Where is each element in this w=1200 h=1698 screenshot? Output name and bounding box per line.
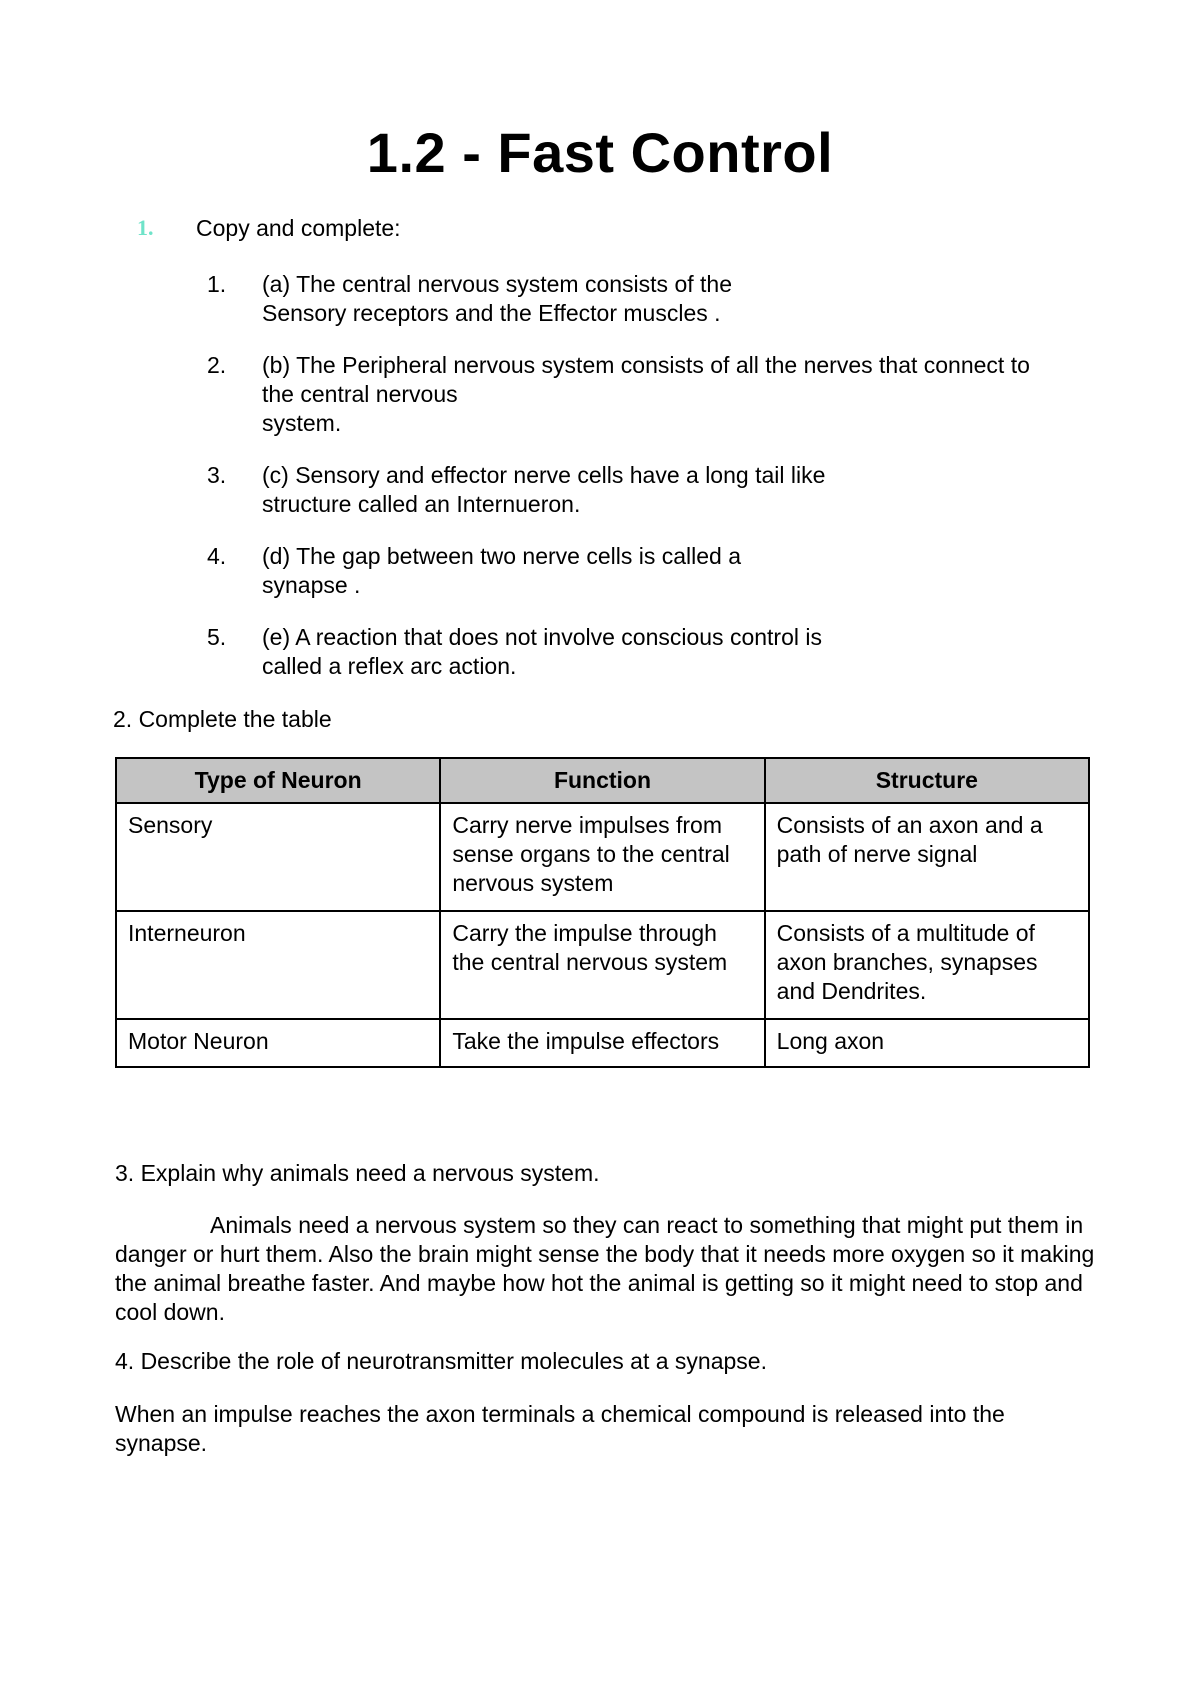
cell-structure: Consists of an axon and a path of nerve signal — [765, 803, 1089, 911]
header-type: Type of Neuron — [116, 758, 440, 803]
q1-item-5-number: 5. — [207, 624, 227, 650]
question-3-prompt: 3. Explain why animals need a nervous system. — [115, 1160, 600, 1186]
q1-item-5-line-2: called a reflex arc action. — [262, 653, 517, 679]
neuron-table — [115, 757, 1090, 1068]
question-4-answer: When an impulse reaches the axon terminals a chemical compound is released into the synapse. — [115, 1401, 1005, 1456]
header-function: Function — [440, 758, 764, 803]
cell-function: Carry the impulse through the central nervous system — [440, 911, 764, 1019]
q1-item-1-line-1: (a) The central nervous system consists of the — [262, 271, 732, 297]
table-row — [116, 911, 1089, 1019]
q1-item-3-line-1: (c) Sensory and effector nerve cells have a long tail like — [262, 462, 826, 488]
question-2-prompt: 2. Complete the table — [113, 706, 332, 732]
cell-function: Take the impulse effectors — [440, 1019, 764, 1067]
q1-item-5-line-1: (e) A reaction that does not involve conscious control is — [262, 624, 822, 650]
question-3-answer-text: Animals need a nervous system so they can react to something that might put them in danger or hurt them. Also the brain might sense the body that it needs more oxygen so it making the animal breathe faster. And maybe how hot the animal is getting so it might need to stop and cool down. — [115, 1212, 1095, 1325]
q1-item-4-number: 4. — [207, 543, 227, 569]
question-1-prompt: Copy and complete: — [196, 215, 401, 241]
q1-item-1-text — [262, 270, 1092, 328]
q1-item-2-line-3: system. — [262, 410, 342, 436]
q1-item-2-line-2: the central nervous — [262, 381, 458, 407]
q1-item-3-text — [262, 461, 1092, 519]
q1-item-4-line-1: (d) The gap between two nerve cells is called a — [262, 543, 742, 569]
q1-item-2-line-1: (b) The Peripheral nervous system consists of all the nerves that connect to — [262, 352, 1030, 378]
q1-item-3-line-2: structure called an Internueron. — [262, 491, 581, 517]
table-row — [116, 1019, 1089, 1067]
table-row — [116, 803, 1089, 911]
question-4-prompt: 4. Describe the role of neurotransmitter molecules at a synapse. — [115, 1348, 767, 1374]
q1-item-1-number: 1. — [207, 271, 227, 297]
cell-type: Interneuron — [116, 911, 440, 1019]
q1-item-5-text — [262, 623, 1092, 681]
cell-type: Motor Neuron — [116, 1019, 440, 1067]
cell-structure: Consists of a multitude of axon branches, synapses and Dendrites. — [765, 911, 1089, 1019]
q1-item-1-line-2: Sensory receptors and the Effector muscles . — [262, 300, 721, 326]
q1-item-2-number: 2. — [207, 352, 227, 378]
cell-function: Carry nerve impulses from sense organs to the central nervous system — [440, 803, 764, 911]
q1-item-3-number: 3. — [207, 462, 227, 488]
question-3-answer — [115, 1211, 1095, 1327]
question-1-number: 1. — [137, 215, 154, 240]
q1-item-4-text — [262, 542, 1092, 600]
cell-type: Sensory — [116, 803, 440, 911]
table-header-row — [116, 758, 1089, 803]
page-title: 1.2 - Fast Control — [366, 121, 834, 184]
q1-item-2-text — [262, 351, 1092, 438]
q1-item-4-line-2: synapse . — [262, 572, 361, 598]
header-structure: Structure — [765, 758, 1089, 803]
cell-structure: Long axon — [765, 1019, 1089, 1067]
